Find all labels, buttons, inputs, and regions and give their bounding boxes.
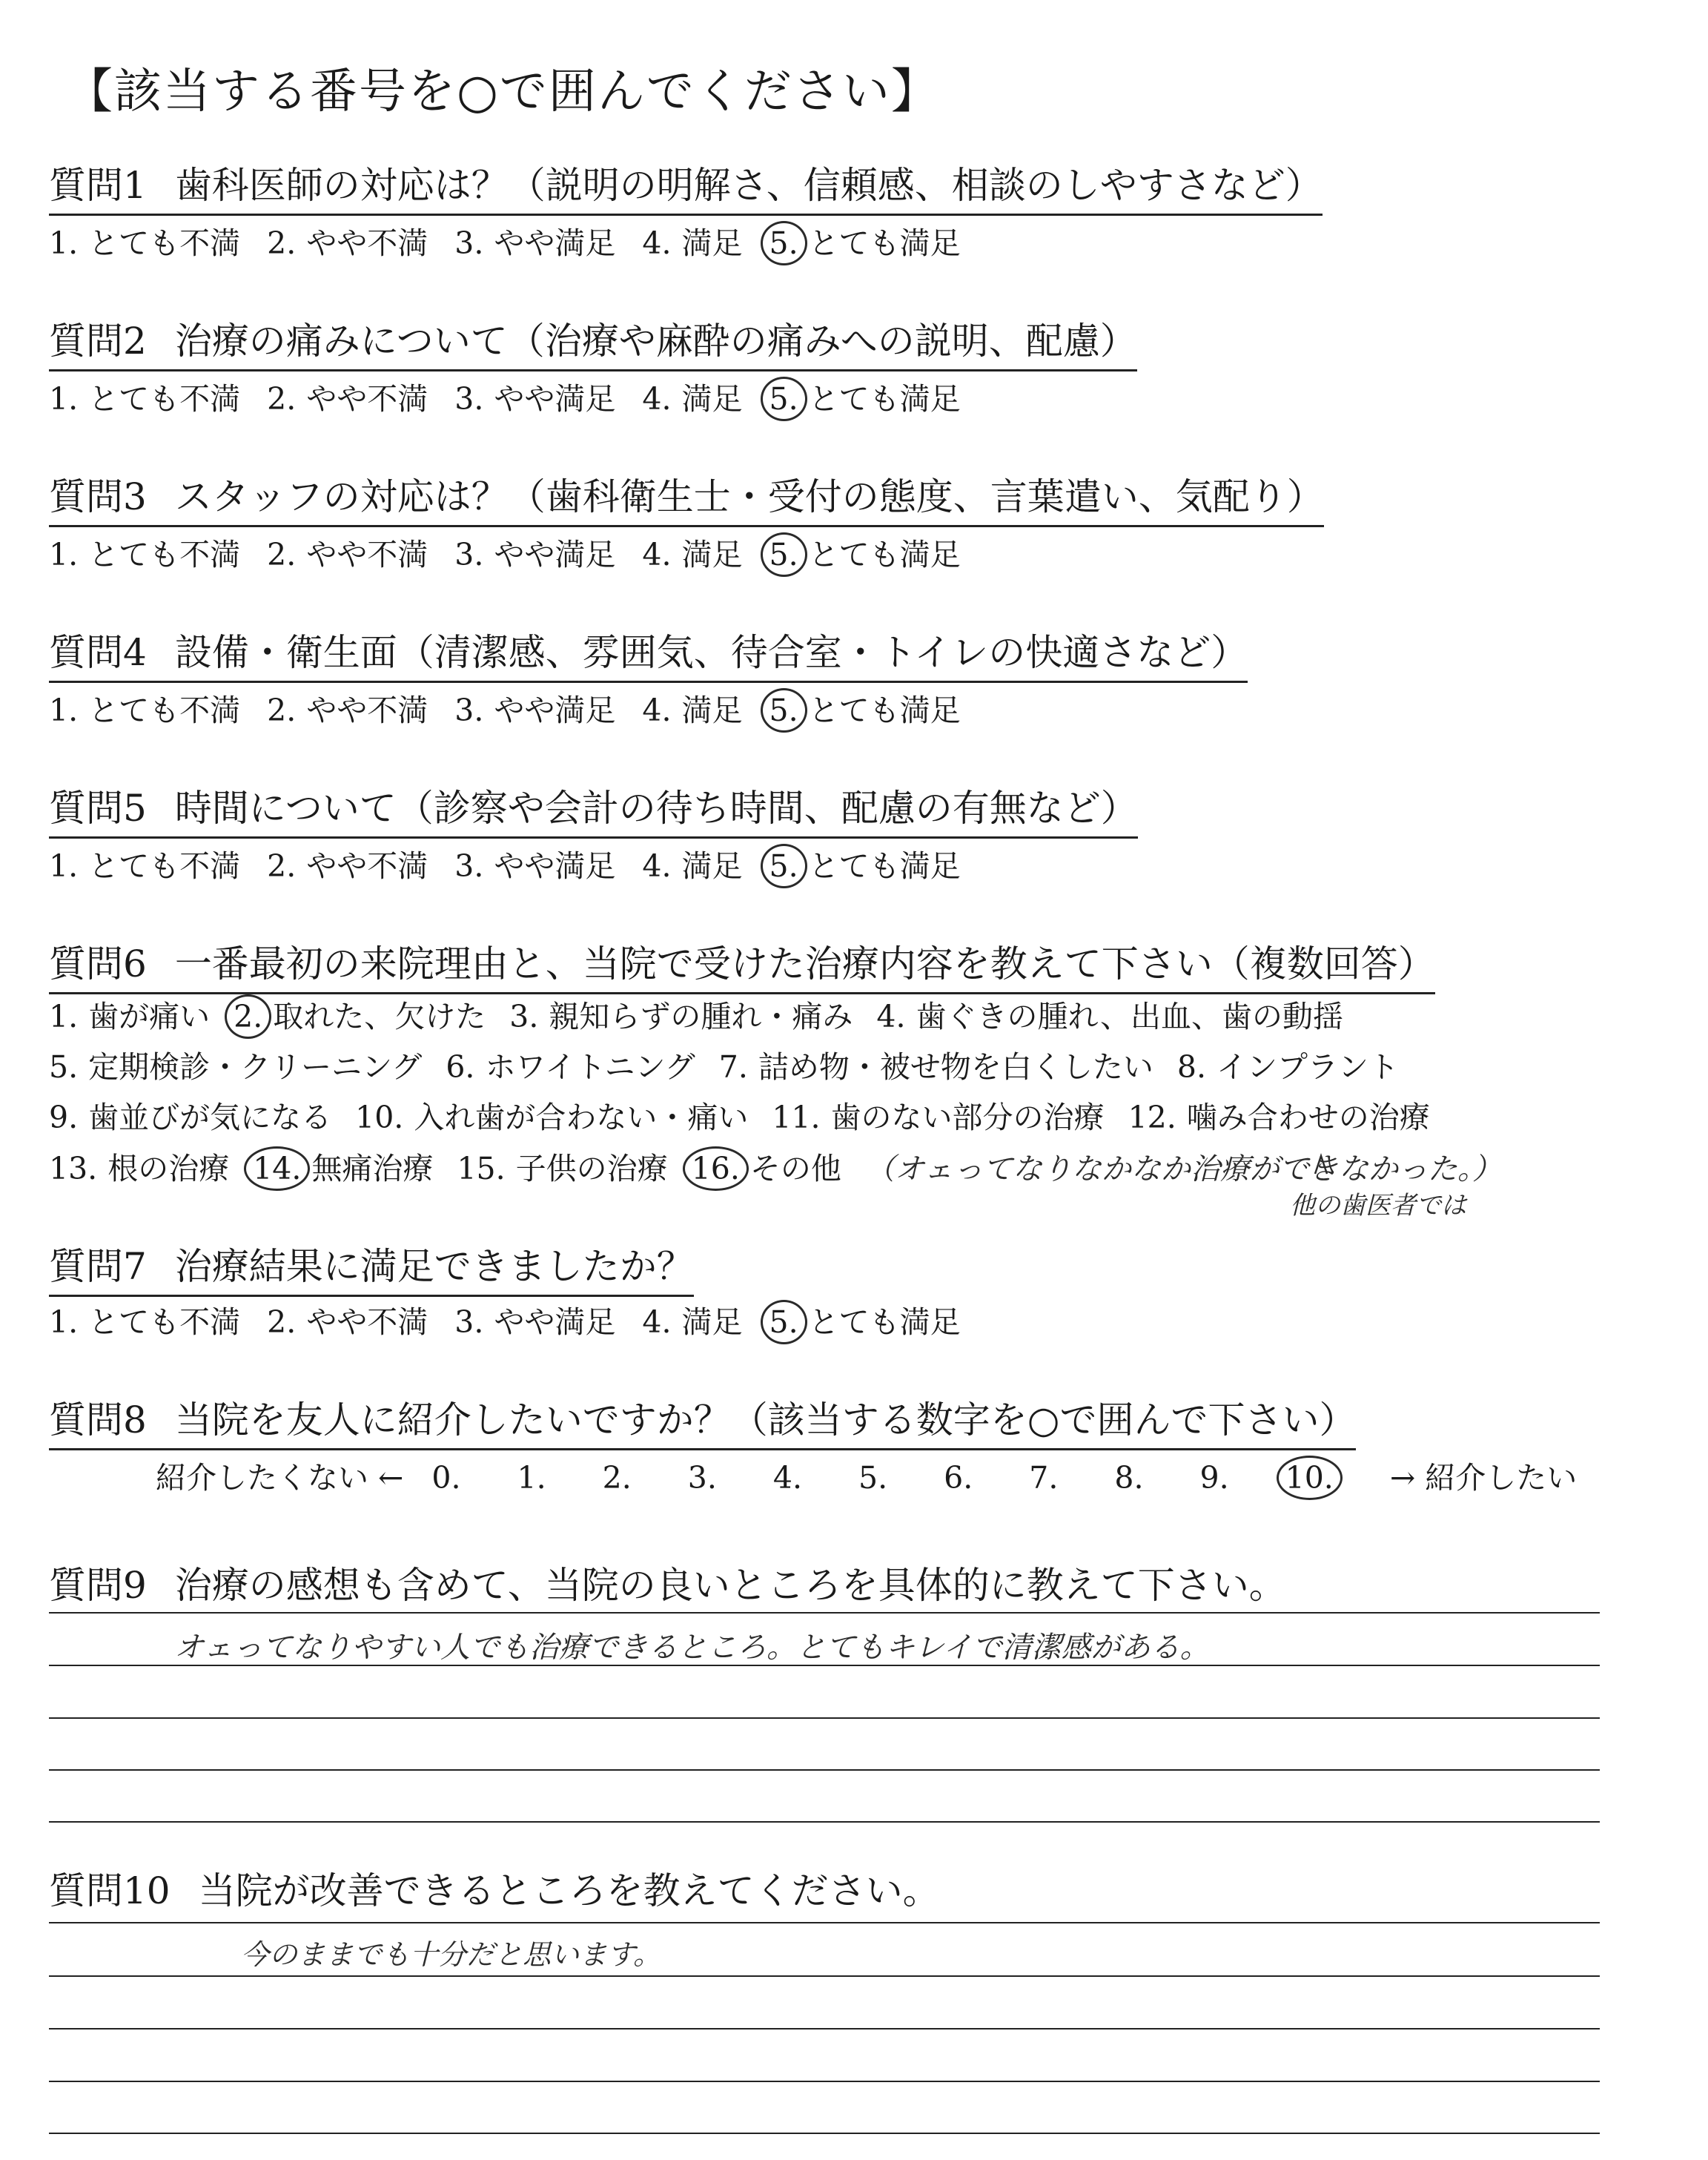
option-label: やや満足 — [494, 537, 616, 572]
scale-number[interactable] — [603, 1460, 660, 1496]
option-number: 7. — [718, 1049, 748, 1085]
question-7-number: 質問7 — [49, 1245, 147, 1288]
scale-number[interactable] — [431, 1460, 489, 1496]
option-label: とても満足 — [808, 848, 961, 884]
option-number: 1. — [49, 537, 79, 572]
question-6-option[interactable] — [49, 1093, 331, 1137]
question-5-option-3[interactable] — [454, 842, 615, 885]
question-10-text: 当院が改善できるところを教えてください。 — [198, 1869, 940, 1912]
answer-line — [49, 1922, 1600, 1923]
question-6-row — [49, 1144, 1502, 1188]
option-number: 12. — [1128, 1100, 1176, 1135]
option-label: とても満足 — [808, 537, 961, 572]
question-7-option-1[interactable] — [49, 1298, 240, 1341]
question-6-option[interactable] — [1177, 1043, 1399, 1086]
question-2-option-2[interactable] — [267, 374, 428, 418]
question-5-option-4[interactable] — [642, 842, 742, 885]
question-4-options — [49, 686, 987, 730]
option-label: とても不満 — [88, 225, 241, 261]
option-number: 1. — [49, 848, 79, 884]
question-6-other-insert: 他の歯医者では — [1290, 1191, 1466, 1221]
question-1-number: 質問1 — [49, 164, 147, 207]
question-8-number: 質問8 — [49, 1398, 147, 1441]
scale-number[interactable] — [517, 1460, 575, 1496]
answer-line — [49, 2028, 1600, 2029]
option-label: 歯が痛い — [88, 999, 211, 1034]
option-number: 2. — [267, 537, 297, 572]
scale-number[interactable] — [1114, 1460, 1171, 1496]
option-number: 5. — [769, 693, 798, 728]
question-5-option-5[interactable] — [769, 842, 961, 885]
question-3-option-5[interactable] — [769, 530, 961, 574]
question-4-title — [49, 623, 1248, 683]
question-7-option-2[interactable] — [267, 1298, 428, 1341]
question-6-row — [49, 1093, 1454, 1137]
option-label: やや不満 — [306, 225, 428, 261]
option-label: 満足 — [681, 537, 743, 572]
option-number: 5. — [769, 1304, 798, 1340]
page-header: 【該当する番号を○で囲んでください】 — [65, 65, 940, 119]
scale-number-text: 1. — [517, 1460, 546, 1496]
option-number: 15. — [457, 1151, 506, 1186]
option-number: 1. — [49, 999, 79, 1034]
question-6-option[interactable] — [49, 1144, 229, 1188]
scale-number[interactable] — [1029, 1460, 1086, 1496]
option-number: 13. — [49, 1151, 98, 1186]
question-5-option-1[interactable] — [49, 842, 240, 885]
option-number: 4. — [642, 693, 672, 728]
question-5-option-2[interactable] — [267, 842, 428, 885]
option-number: 2. — [267, 848, 297, 884]
question-6-option[interactable] — [446, 1043, 695, 1086]
option-number: 3. — [454, 693, 484, 728]
option-number: 1. — [49, 381, 79, 417]
question-7-options — [49, 1298, 987, 1341]
scale-left-label: 紹介したくない ← — [156, 1460, 404, 1496]
option-number: 1. — [49, 1304, 79, 1340]
answer-line — [49, 1769, 1600, 1771]
option-number: 3. — [509, 999, 539, 1034]
question-6-option[interactable] — [1128, 1093, 1430, 1137]
answer-line — [49, 2133, 1600, 2134]
option-label: とても満足 — [808, 693, 961, 728]
option-number: 2. — [267, 693, 297, 728]
scale-number-text: 5. — [858, 1460, 888, 1496]
option-label: 歯ぐきの腫れ、出血、歯の動揺 — [916, 999, 1343, 1034]
question-8-text: 当院を友人に紹介したいですか？（該当する数字を○で囲んで下さい） — [174, 1398, 1357, 1441]
option-label: 満足 — [681, 1304, 743, 1340]
option-number: 3. — [454, 225, 484, 261]
question-5-text: 時間について（診察や会計の待ち時間、配慮の有無など） — [174, 787, 1138, 830]
question-5-title — [49, 779, 1138, 839]
answer-line — [49, 2081, 1600, 2082]
option-label: その他 — [749, 1151, 841, 1186]
answer-line — [49, 1975, 1600, 1977]
question-2-number: 質問2 — [49, 320, 147, 363]
option-number: 3. — [454, 381, 484, 417]
option-label: やや満足 — [494, 848, 616, 884]
question-9-answer[interactable]: オェってなりやすい人でも治療できるところ。とてもキレイで清潔感がある。 — [174, 1631, 1210, 1665]
question-6-text: 一番最初の来院理由と、当院で受けた治療内容を教えて下さい（複数回答） — [174, 942, 1435, 985]
scale-number-text: 2. — [602, 1460, 632, 1496]
answer-line — [49, 1821, 1600, 1823]
question-7-option-3[interactable] — [454, 1298, 615, 1341]
scale-number-text: 3. — [687, 1460, 717, 1496]
question-4-option-4[interactable] — [642, 686, 742, 730]
question-2-text: 治療の痛みについて（治療や麻酔の痛みへの説明、配慮） — [174, 320, 1137, 363]
option-label: 満足 — [681, 225, 743, 261]
question-6-option[interactable] — [772, 1093, 1104, 1137]
option-label: 詰め物・被せ物を白くしたい — [758, 1049, 1153, 1085]
option-label: 無痛治療 — [311, 1151, 434, 1186]
question-1-option-1[interactable] — [49, 219, 240, 262]
question-10-number: 質問10 — [49, 1869, 171, 1912]
scale-number[interactable] — [1285, 1460, 1362, 1496]
answer-line — [49, 1612, 1600, 1614]
question-6-option[interactable] — [49, 992, 210, 1036]
question-6-number: 質問6 — [49, 942, 147, 985]
option-number: 4. — [642, 381, 672, 417]
option-label: 子供の治療 — [515, 1151, 668, 1186]
option-number: 16. — [691, 1151, 740, 1186]
question-3-option-4[interactable] — [642, 530, 742, 574]
option-label: 歯並びが気になる — [88, 1100, 332, 1135]
option-number: 1. — [49, 225, 79, 261]
option-number: 9. — [49, 1100, 79, 1135]
question-7-option-5[interactable] — [769, 1298, 961, 1341]
question-10-answer[interactable]: 今のままでも十分だと思います。 — [241, 1938, 661, 1971]
option-number: 14. — [253, 1151, 302, 1186]
option-label: ホワイトニング — [485, 1049, 695, 1085]
option-label: 根の治療 — [107, 1151, 230, 1186]
question-1-option-2[interactable] — [267, 219, 428, 262]
question-1-option-4[interactable] — [642, 219, 742, 262]
option-number: 5. — [769, 381, 798, 417]
option-label: とても不満 — [88, 848, 241, 884]
option-label: 噛み合わせの治療 — [1186, 1100, 1430, 1135]
option-number: 4. — [876, 999, 906, 1034]
option-number: 4. — [642, 537, 672, 572]
question-6-option[interactable] — [692, 1144, 841, 1188]
option-number: 2. — [267, 1304, 297, 1340]
scale-number[interactable] — [858, 1460, 916, 1496]
question-2-title — [49, 311, 1137, 371]
question-5-options — [49, 842, 987, 885]
scale-number-text: 4. — [772, 1460, 803, 1496]
question-3-options — [49, 530, 987, 574]
option-number: 1. — [49, 693, 79, 728]
question-3-option-1[interactable] — [49, 530, 240, 574]
scale-number[interactable] — [1200, 1460, 1257, 1496]
question-6-option[interactable] — [457, 1144, 667, 1188]
question-3-option-3[interactable] — [454, 530, 615, 574]
question-6-row — [49, 1043, 1423, 1086]
option-number: 5. — [769, 225, 798, 261]
option-label: とても満足 — [808, 381, 961, 417]
option-number: 5. — [49, 1049, 79, 1085]
question-6-option[interactable] — [253, 1144, 433, 1188]
option-label: インプラント — [1217, 1049, 1399, 1085]
option-number: 6. — [446, 1049, 475, 1085]
option-label: 満足 — [681, 381, 743, 417]
option-label: 取れた、欠けた — [273, 999, 486, 1034]
question-4-option-2[interactable] — [267, 686, 428, 730]
scale-number[interactable] — [773, 1460, 830, 1496]
question-3-title — [49, 467, 1324, 527]
option-label: やや不満 — [306, 537, 428, 572]
question-6-other-answer: （オェってなりなかなか治療ができなかった。） — [864, 1152, 1502, 1186]
option-label: やや不満 — [306, 693, 428, 728]
question-9-title — [49, 1556, 1286, 1614]
option-number: 3. — [454, 1304, 484, 1340]
option-number: 4. — [642, 848, 672, 884]
option-label: やや満足 — [494, 225, 616, 261]
question-3-text: スタッフの対応は？（歯科衛生士・受付の態度、言葉遣い、気配り） — [174, 475, 1324, 518]
option-label: やや満足 — [494, 381, 616, 417]
question-6-option[interactable] — [509, 992, 853, 1036]
question-6-row — [49, 992, 1367, 1036]
question-4-option-5[interactable] — [769, 686, 961, 730]
question-2-option-1[interactable] — [49, 374, 240, 418]
question-4-option-3[interactable] — [454, 686, 615, 730]
question-2-option-3[interactable] — [454, 374, 615, 418]
question-1-title — [49, 156, 1323, 216]
question-6-option[interactable] — [355, 1093, 748, 1137]
option-number: 2. — [234, 999, 263, 1034]
option-label: 親知らずの腫れ・痛み — [549, 999, 853, 1034]
question-8-scale — [156, 1453, 1605, 1497]
question-8-title — [49, 1390, 1356, 1450]
question-4-text: 設備・衛生面（清潔感、雰囲気、待合室・トイレの快適さなど） — [174, 631, 1248, 674]
question-7-title — [49, 1237, 694, 1297]
option-number: 11. — [772, 1100, 821, 1135]
option-number: 5. — [769, 537, 798, 572]
option-label: 歯のない部分の治療 — [830, 1100, 1105, 1135]
option-label: 入れ歯が合わない・痛い — [414, 1100, 749, 1135]
scale-number-text: 0. — [431, 1460, 461, 1496]
option-label: とても満足 — [808, 225, 961, 261]
option-label: とても満足 — [808, 1304, 961, 1340]
scale-number[interactable] — [688, 1460, 745, 1496]
option-label: とても不満 — [88, 537, 241, 572]
question-5-number: 質問5 — [49, 787, 147, 830]
scale-number-text: 8. — [1114, 1460, 1144, 1496]
question-10-title — [49, 1861, 940, 1919]
option-label: やや不満 — [306, 848, 428, 884]
option-number: 3. — [454, 537, 484, 572]
question-4-option-1[interactable] — [49, 686, 240, 730]
scale-number-text: 6. — [944, 1460, 973, 1496]
question-6-option[interactable] — [876, 992, 1343, 1036]
question-2-option-5[interactable] — [769, 374, 961, 418]
question-9-number: 質問9 — [49, 1564, 147, 1607]
question-1-text: 歯科医師の対応は？（説明の明解さ、信頼感、相談のしやすさなど） — [174, 164, 1323, 207]
question-6-option[interactable] — [719, 1043, 1153, 1086]
scale-number-text: 9. — [1199, 1460, 1229, 1496]
option-number: 4. — [642, 1304, 672, 1340]
option-label: やや満足 — [494, 1304, 616, 1340]
question-6-option[interactable] — [49, 1043, 422, 1086]
question-2-options — [49, 374, 987, 418]
option-label: 満足 — [681, 693, 743, 728]
scale-number-text: 10. — [1285, 1460, 1334, 1496]
option-number: 8. — [1176, 1049, 1206, 1085]
option-number: 3. — [454, 848, 484, 884]
option-label: 定期検診・クリーニング — [88, 1049, 423, 1085]
question-6-option[interactable] — [234, 992, 486, 1036]
insert-caret-icon — [1314, 1153, 1328, 1175]
option-label: 満足 — [681, 848, 743, 884]
option-number: 4. — [642, 225, 672, 261]
option-label: とても不満 — [88, 1304, 241, 1340]
question-1-options — [49, 219, 987, 262]
scale-number[interactable] — [944, 1460, 1001, 1496]
question-3-number: 質問3 — [49, 475, 147, 518]
option-label: とても不満 — [88, 693, 241, 728]
option-number: 5. — [769, 848, 798, 884]
answer-line — [49, 1717, 1600, 1719]
option-label: やや満足 — [494, 693, 616, 728]
question-1-option-5[interactable] — [769, 219, 961, 262]
question-6-title — [49, 934, 1435, 994]
scale-number-text: 7. — [1029, 1460, 1059, 1496]
option-number: 10. — [355, 1100, 404, 1135]
question-1-option-3[interactable] — [454, 219, 615, 262]
question-2-option-4[interactable] — [642, 374, 742, 418]
question-7-text: 治療結果に満足できましたか？ — [174, 1245, 694, 1288]
option-number: 2. — [267, 381, 297, 417]
option-label: とても不満 — [88, 381, 241, 417]
question-3-option-2[interactable] — [267, 530, 428, 574]
question-9-text: 治療の感想も含めて、当院の良いところを具体的に教えて下さい。 — [174, 1564, 1286, 1607]
option-label: やや不満 — [306, 1304, 428, 1340]
option-label: やや不満 — [306, 381, 428, 417]
scale-right-label: → 紹介したい — [1389, 1460, 1578, 1496]
question-7-option-4[interactable] — [642, 1298, 742, 1341]
option-number: 2. — [267, 225, 297, 261]
question-4-number: 質問4 — [49, 631, 147, 674]
